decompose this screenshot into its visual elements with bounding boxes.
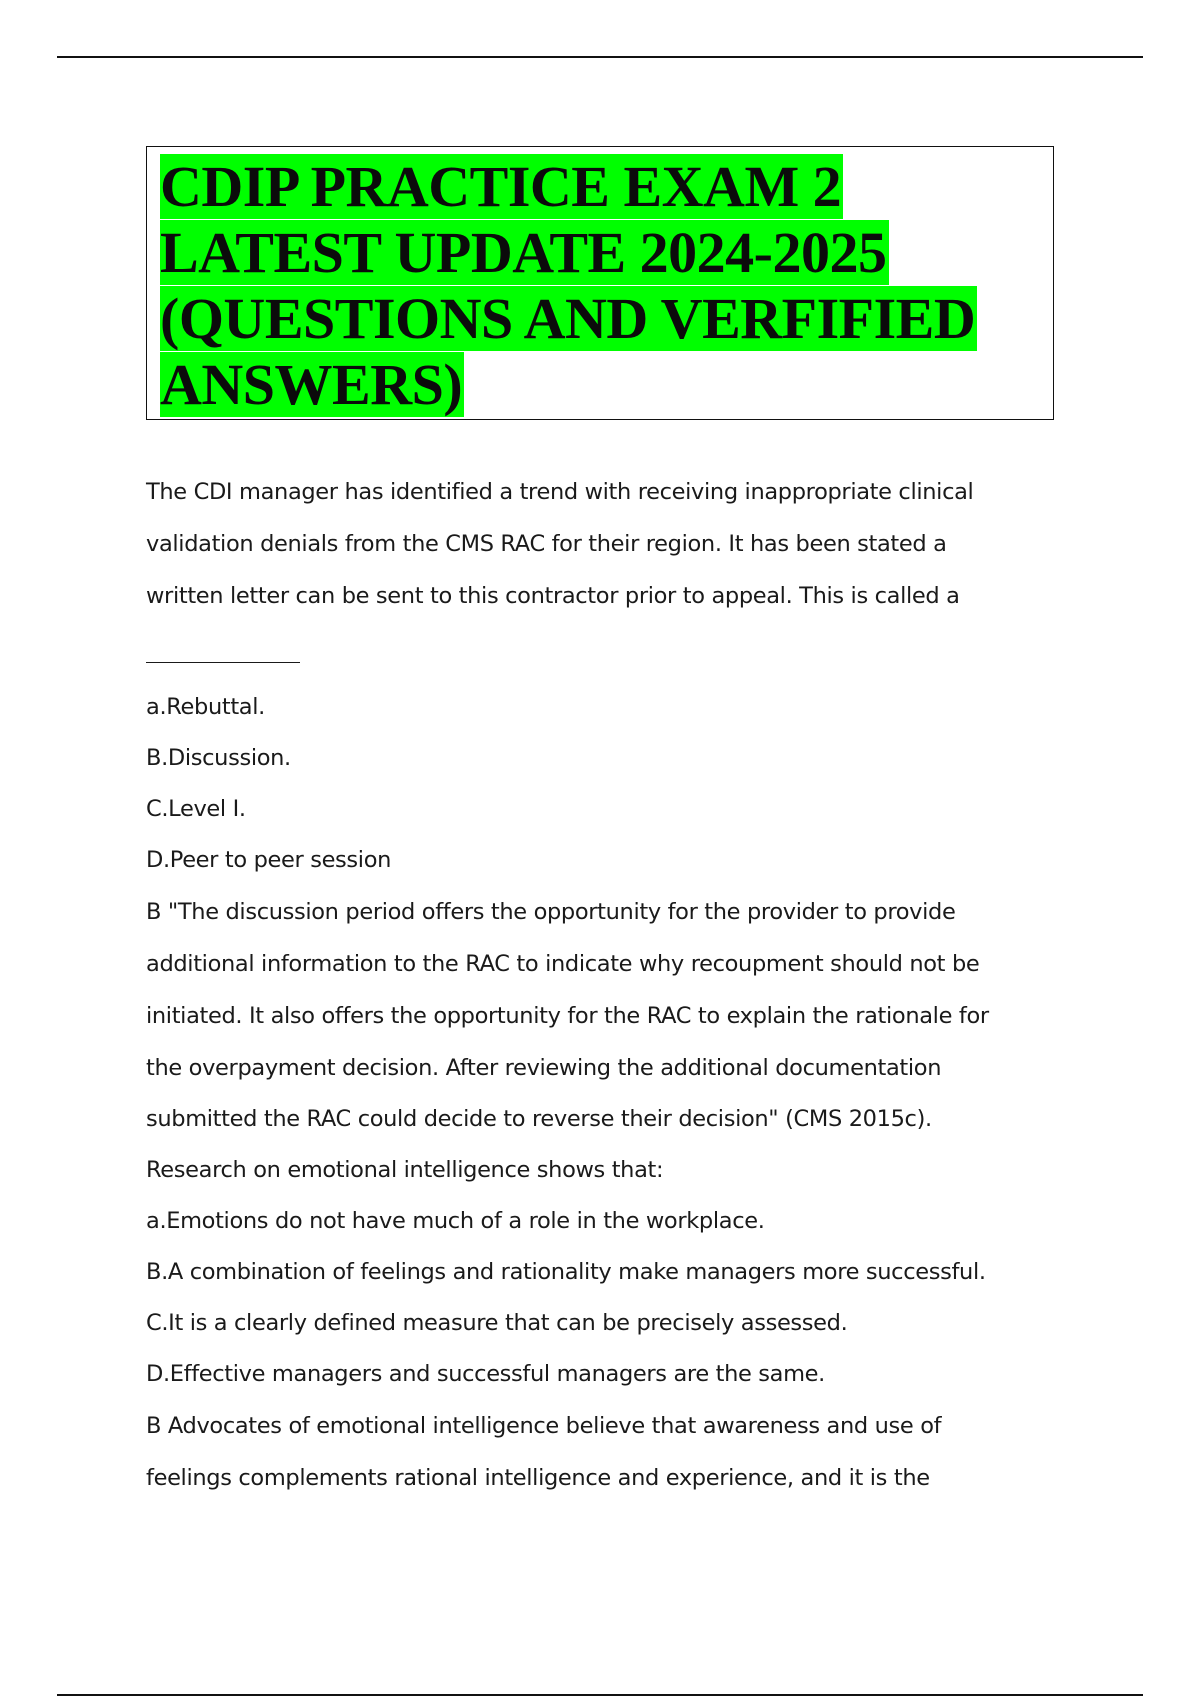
- title-text: LATEST UPDATE 2024-2025: [160, 220, 887, 285]
- title-text: CDIP PRACTICE EXAM 2: [160, 154, 842, 219]
- title-box: [146, 146, 1054, 420]
- question-stem: Research on emotional intelligence shows that:: [146, 1157, 664, 1183]
- question-2: [146, 1145, 1066, 1504]
- title-line: [160, 220, 1053, 286]
- question-stem-line: written letter can be sent to this contractor prior to appeal. This is called a: [146, 583, 960, 609]
- question-stem-line: The CDI manager has identified a trend with receiving inappropriate clinical: [146, 479, 974, 505]
- title-line: [160, 286, 1053, 352]
- answer-explanation-line: the overpayment decision. After reviewing the additional documentation: [146, 1055, 942, 1081]
- footer-rule: [57, 1694, 1143, 1696]
- document-body: [146, 466, 1066, 1504]
- option-b: B.Discussion.: [146, 745, 291, 771]
- answer-explanation-line: B Advocates of emotional intelligence believe that awareness and use of: [146, 1413, 942, 1439]
- question-1: [146, 466, 1066, 1145]
- option-d: D.Peer to peer session: [146, 847, 392, 873]
- option-d: D.Effective managers and successful managers are the same.: [146, 1361, 825, 1387]
- answer-explanation-line: submitted the RAC could decide to reverse their decision" (CMS 2015c).: [146, 1106, 932, 1132]
- answer-explanation-line: initiated. It also offers the opportunity for the RAC to explain the rationale for: [146, 1003, 989, 1029]
- option-a: a.Emotions do not have much of a role in the workplace.: [146, 1208, 765, 1234]
- answer-explanation-line: feelings complements rational intelligence and experience, and it is the: [146, 1465, 930, 1491]
- title-text: ANSWERS): [160, 352, 463, 417]
- title-line: [160, 154, 1053, 220]
- header-rule: [57, 56, 1143, 58]
- option-c: C.Level I.: [146, 796, 246, 822]
- option-c: C.It is a clearly defined measure that can be precisely assessed.: [146, 1310, 848, 1336]
- title-line: [160, 352, 1053, 418]
- question-stem-line: validation denials from the CMS RAC for their region. It has been stated a: [146, 531, 947, 557]
- option-b: B.A combination of feelings and rationality make managers more successful.: [146, 1259, 986, 1285]
- answer-blank-line: [146, 622, 1066, 682]
- answer-blank: [146, 642, 300, 663]
- title-text: (QUESTIONS AND VERFIFIED: [160, 286, 976, 351]
- option-a: a.Rebuttal.: [146, 694, 265, 720]
- answer-explanation-line: B "The discussion period offers the opportunity for the provider to provide: [146, 899, 956, 925]
- answer-explanation-line: additional information to the RAC to indicate why recoupment should not be: [146, 951, 980, 977]
